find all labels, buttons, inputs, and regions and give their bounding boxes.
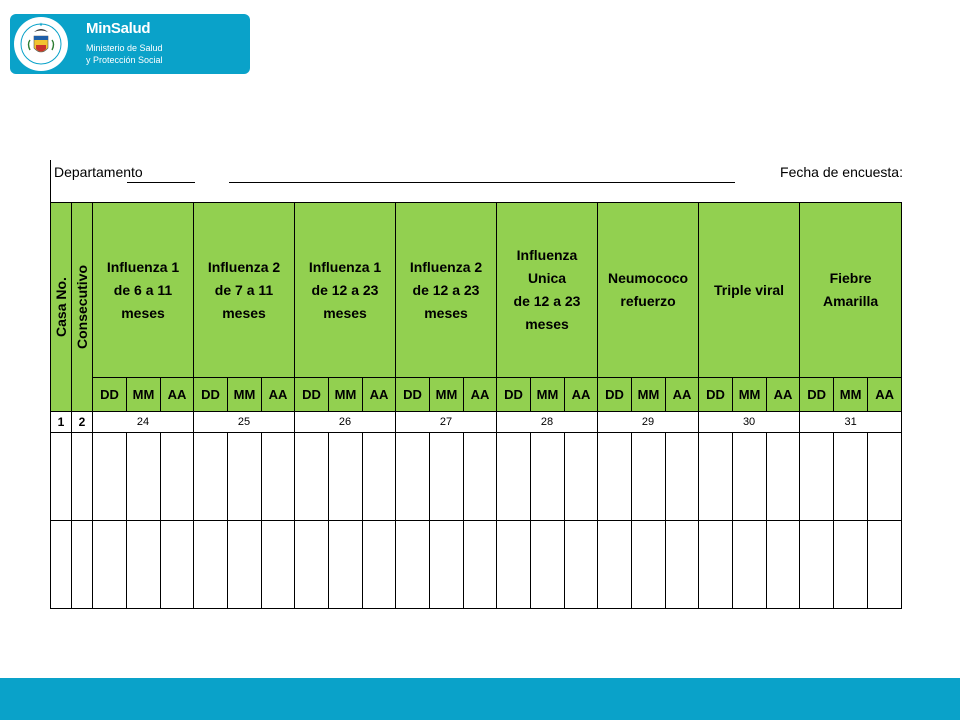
blank-cell (565, 521, 598, 609)
date-subheader: MM (228, 378, 262, 412)
blank-cell (262, 521, 295, 609)
date-subheader: DD (93, 378, 127, 412)
blank-cell (531, 433, 565, 521)
date-subheader: DD (497, 378, 531, 412)
blank-cell (800, 433, 834, 521)
logo-subtitle-line1: Ministerio de Salud (86, 43, 163, 53)
subheader-row (51, 378, 902, 412)
vaccine-header-line: meses (222, 304, 266, 321)
form-header (50, 160, 903, 202)
blank-cell (497, 433, 531, 521)
date-subheader: AA (464, 378, 497, 412)
blank-cell (262, 433, 295, 521)
blank-cell (699, 433, 733, 521)
blank-cell (127, 521, 161, 609)
blank-cell (161, 521, 194, 609)
vaccine-header (295, 203, 396, 378)
date-subheader: MM (127, 378, 161, 412)
column-number-row (51, 412, 902, 433)
blank-cell (72, 521, 93, 609)
blank-cell (598, 521, 632, 609)
blank-cell (430, 521, 464, 609)
blank-cell (51, 433, 72, 521)
blank-entry-row (51, 433, 902, 521)
blank-cell (531, 521, 565, 609)
blank-cell (396, 433, 430, 521)
blank-cell (767, 521, 800, 609)
casa-no-header (51, 203, 72, 412)
date-subheader: AA (565, 378, 598, 412)
blank-cell (228, 521, 262, 609)
logo-subtitle-line2: y Protección Social (86, 55, 163, 65)
vaccine-header (699, 203, 800, 378)
blank-field-line (229, 182, 735, 183)
vaccine-column-number: 24 (93, 412, 194, 433)
vaccine-header-line: Fiebre (829, 270, 872, 286)
date-subheader: AA (161, 378, 194, 412)
fixed-column-number: 1 (51, 412, 72, 433)
blank-cell (464, 521, 497, 609)
date-subheader: AA (868, 378, 902, 412)
blank-cell (430, 433, 464, 521)
date-subheader: DD (194, 378, 228, 412)
blank-cell (598, 433, 632, 521)
date-subheader: AA (262, 378, 295, 412)
date-subheader: MM (531, 378, 565, 412)
blank-cell (666, 521, 699, 609)
blank-cell (868, 521, 902, 609)
vaccine-header-line: de 6 a 11 (113, 281, 173, 298)
blank-cell (868, 433, 902, 521)
date-subheader: MM (329, 378, 363, 412)
fixed-column-number: 2 (72, 412, 93, 433)
blank-cell (329, 433, 363, 521)
fecha-encuesta-label: Fecha de encuesta: (780, 164, 903, 180)
vaccine-header-line: Influenza 2 (409, 258, 483, 275)
vaccine-header (194, 203, 295, 378)
blank-entry-row (51, 521, 902, 609)
footer-band (0, 678, 960, 720)
blank-cell (699, 521, 733, 609)
vaccine-header (93, 203, 194, 378)
blank-cell (363, 433, 396, 521)
vaccine-header-line: Triple viral (714, 281, 785, 298)
vaccine-header-line: meses (121, 304, 165, 321)
date-subheader: DD (295, 378, 329, 412)
blank-cell (767, 433, 800, 521)
vaccine-header-line: Unica (527, 270, 567, 286)
date-subheader: DD (598, 378, 632, 412)
consecutivo-header (72, 203, 93, 412)
date-subheader: MM (430, 378, 464, 412)
vaccination-survey-table (50, 202, 902, 609)
vaccine-column-number: 29 (598, 412, 699, 433)
colombia-seal-icon (10, 14, 72, 74)
vertical-header-label: Consecutivo (74, 264, 90, 350)
date-subheader: DD (800, 378, 834, 412)
blank-cell (93, 521, 127, 609)
vaccine-header-line: meses (424, 304, 468, 321)
departamento-field-line (127, 182, 195, 183)
svg-text:★: ★ (38, 22, 44, 28)
date-subheader: AA (767, 378, 800, 412)
header-row (51, 203, 902, 378)
blank-cell (497, 521, 531, 609)
vaccine-header-line: de 12 a 23 (412, 281, 480, 298)
vaccine-column-number: 25 (194, 412, 295, 433)
vaccine-column-number: 27 (396, 412, 497, 433)
blank-cell (72, 433, 93, 521)
date-subheader: MM (834, 378, 868, 412)
blank-cell (565, 433, 598, 521)
vaccine-header-line: de 7 a 11 (214, 281, 274, 298)
logo-name: MinSalud (86, 20, 151, 37)
departamento-label: Departamento (54, 164, 143, 180)
blank-cell (464, 433, 497, 521)
blank-cell (632, 521, 666, 609)
vaccine-header-line: Influenza 1 (308, 258, 382, 275)
blank-cell (834, 433, 868, 521)
blank-cell (396, 521, 430, 609)
blank-cell (194, 521, 228, 609)
blank-cell (127, 433, 161, 521)
blank-cell (161, 433, 194, 521)
vertical-header-label: Casa No. (53, 277, 69, 337)
vaccine-header (497, 203, 598, 378)
blank-cell (93, 433, 127, 521)
vaccine-header-line: Amarilla (822, 293, 879, 309)
blank-cell (632, 433, 666, 521)
blank-cell (51, 521, 72, 609)
blank-cell (194, 433, 228, 521)
vaccine-header-line: de 12 a 23 (311, 281, 379, 298)
date-subheader: AA (666, 378, 699, 412)
vaccine-header (800, 203, 902, 378)
vaccine-header-line: refuerzo (620, 293, 676, 309)
date-subheader: MM (733, 378, 767, 412)
vaccine-header-line: Neumococo (607, 270, 689, 286)
blank-cell (733, 433, 767, 521)
date-subheader: AA (363, 378, 396, 412)
blank-cell (363, 521, 396, 609)
vaccine-column-number: 28 (497, 412, 598, 433)
vaccine-header-line: Influenza 1 (106, 258, 180, 275)
blank-cell (295, 521, 329, 609)
blank-cell (800, 521, 834, 609)
blank-cell (733, 521, 767, 609)
date-subheader: MM (632, 378, 666, 412)
vaccine-header-line: Influenza (516, 247, 578, 263)
blank-cell (295, 433, 329, 521)
vaccine-column-number: 30 (699, 412, 800, 433)
vaccine-column-number: 31 (800, 412, 902, 433)
logo-subtitle (86, 42, 163, 66)
vaccine-header-line: Influenza 2 (207, 258, 281, 275)
vaccine-header-line: meses (323, 304, 367, 321)
vaccine-header-line: meses (525, 316, 569, 332)
vaccine-column-number: 26 (295, 412, 396, 433)
vaccine-header-line: de 12 a 23 (513, 293, 581, 309)
date-subheader: DD (699, 378, 733, 412)
blank-cell (329, 521, 363, 609)
minsalud-logo (10, 14, 250, 74)
blank-cell (666, 433, 699, 521)
vaccine-header (598, 203, 699, 378)
vaccine-header (396, 203, 497, 378)
blank-cell (228, 433, 262, 521)
date-subheader: DD (396, 378, 430, 412)
blank-cell (834, 521, 868, 609)
